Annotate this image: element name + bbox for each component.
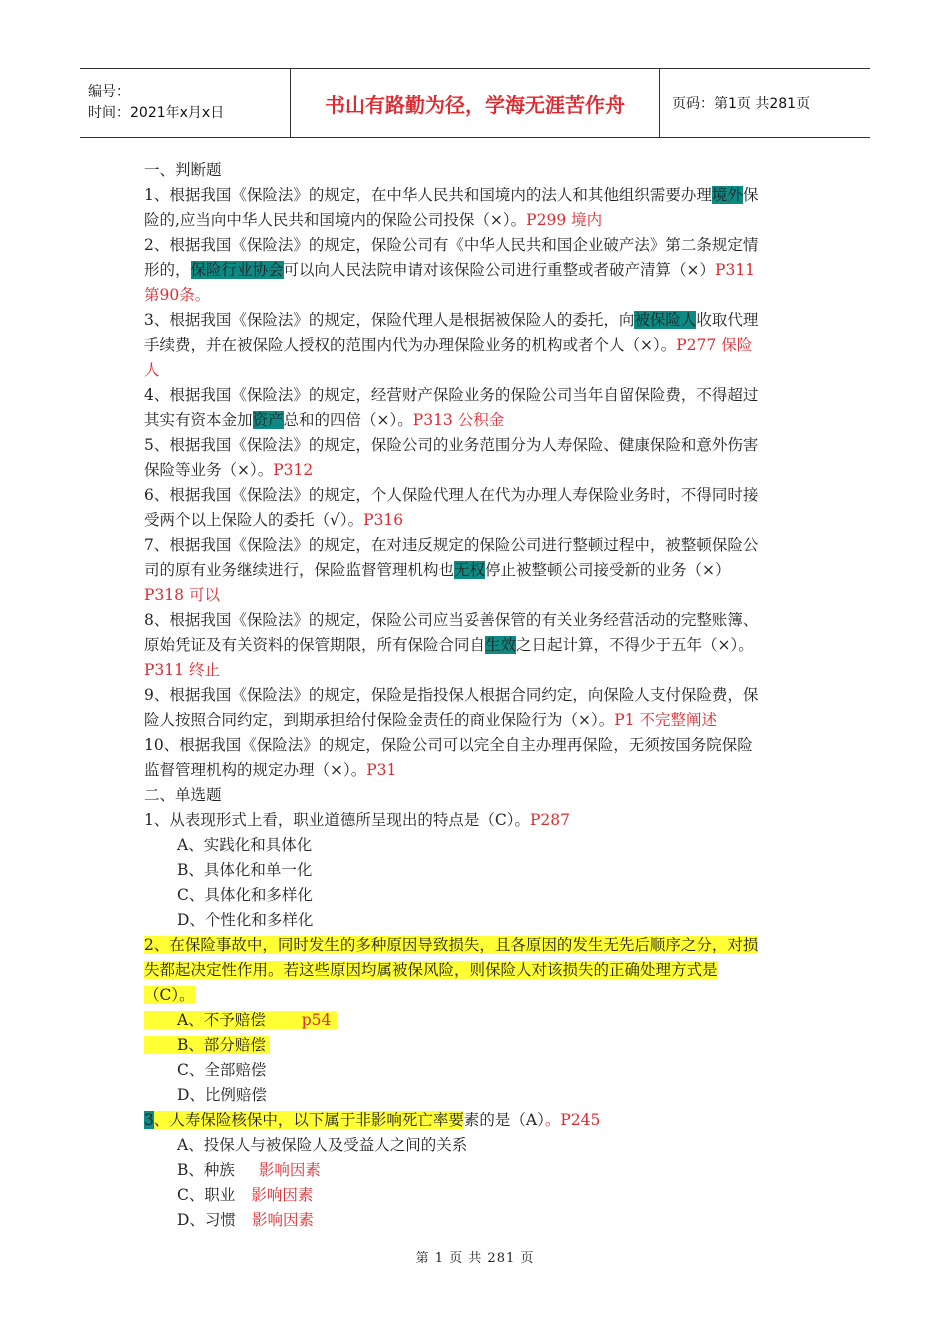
- answer-note: P277 保险: [676, 336, 753, 354]
- question-line: 6、根据我国《保险法》的规定，个人保险代理人在代为办理人寿保险业务时，不得同时接: [144, 486, 759, 504]
- question-line: 8、根据我国《保险法》的规定，保险公司应当妥善保管的有关业务经营活动的完整账簿、: [144, 611, 759, 629]
- highlight: 失都起决定性作用。若这些原因均属被保风险，则保险人对该损失的正确处理方式是: [144, 961, 718, 979]
- answer-note: P316: [363, 511, 404, 529]
- answer-note: P312: [273, 461, 314, 479]
- answer-note: P313 公积金: [412, 411, 505, 429]
- highlight: 3: [144, 1111, 154, 1129]
- highlight: 生效: [485, 636, 517, 654]
- question-line: [144, 933, 824, 958]
- answer-note: 影响因素: [258, 1161, 321, 1179]
- option-d: D、个性化和多样化: [177, 911, 314, 929]
- question-line: 3、根据我国《保险法》的规定，保险代理人是根据被保险人的委托，向被保险人收取代理: [144, 311, 759, 329]
- option-d: D、比例赔偿: [177, 1086, 267, 1104]
- answer-note: P311: [715, 261, 756, 279]
- answer-note: 人: [144, 361, 160, 379]
- option-a: A、实践化和具体化: [177, 836, 313, 854]
- answer-note: P311 终止: [144, 661, 220, 679]
- answer-note: P318 可以: [144, 586, 220, 604]
- highlight: 境外: [711, 186, 743, 204]
- option-b: B、具体化和单一化: [177, 861, 313, 879]
- question-line: 手续费，并在被保险人授权的范围内代为办理保险业务的机构或者个人（×）。P277 保险: [144, 336, 753, 354]
- highlight: 、人寿保险核保中，以下属于非影响死亡率要: [153, 1111, 464, 1129]
- document-number: 编号：: [88, 84, 130, 100]
- highlight: 2、在保险事故中，同时发生的多种原因导致损失，且各原因的发生无先后顺序之分，对损: [144, 936, 759, 954]
- option-c: C、具体化和多样化: [177, 886, 313, 904]
- question-line: [144, 958, 824, 983]
- option-a: [144, 1008, 824, 1033]
- answer-note: 。P245: [544, 1111, 601, 1129]
- highlight: 无权: [454, 561, 486, 579]
- question-line: 形的，保险行业协会可以向人民法院申请对该保险公司进行重整或者破产清算（×）P311: [144, 261, 756, 279]
- option-c: C、全部赔偿: [177, 1061, 267, 1079]
- document-date: 时间：2021年x月x日: [88, 105, 225, 121]
- header-meta: [80, 69, 290, 137]
- question-line: 险的,应当向中华人民共和国境内的保险公司投保（×）。P299 境内: [144, 211, 603, 229]
- question-line: 保险等业务（×）。P312: [144, 461, 314, 479]
- question-line: 监督管理机构的规定办理（×）。P31: [144, 761, 397, 779]
- answer-note: P287: [529, 811, 570, 829]
- option-c: C、职业 影响因素: [177, 1186, 314, 1204]
- highlight: 保险行业协会: [190, 261, 284, 279]
- page-header: [80, 68, 870, 138]
- question-line: 1、从表现形式上看，职业道德所呈现出的特点是（C）。P287: [144, 811, 570, 829]
- highlight: 资产: [252, 411, 284, 429]
- question-line: 受两个以上保险人的委托（√）。P316: [144, 511, 404, 529]
- header-page-number: 页码：第1页 共281页: [672, 96, 811, 112]
- answer-note: P31: [366, 761, 397, 779]
- highlight: B、部分赔偿: [144, 1036, 270, 1054]
- question-line: 险人按照合同约定，到期承担给付保险金责任的商业保险行为（×）。P1 不完整阐述: [144, 711, 717, 729]
- page-footer: 第 1 页 共 281 页: [415, 1251, 535, 1266]
- option-d: D、习惯 影响因素: [177, 1211, 314, 1229]
- answer-note: 第90条。: [144, 286, 211, 304]
- answer-note: 影响因素: [251, 1211, 314, 1229]
- answer-note: p54: [301, 1011, 332, 1029]
- answer-note: P299 境内: [526, 211, 603, 229]
- header-motto: 书山有路勤为径，学海无涯苦作舟: [290, 69, 660, 137]
- question-line: 3、人寿保险核保中，以下属于非影响死亡率要素的是（A）。P245: [144, 1111, 601, 1129]
- document-body: [144, 158, 824, 1233]
- question-line: 1、根据我国《保险法》的规定，在中华人民共和国境内的法人和其他组织需要办理境外保: [144, 186, 759, 204]
- question-line: [144, 983, 824, 1008]
- section-title-judgement: 一、判断题: [144, 161, 222, 179]
- highlight: A、不予赔偿 p54: [144, 1011, 337, 1029]
- question-line: 5、根据我国《保险法》的规定，保险公司的业务范围分为人寿保险、健康保险和意外伤害: [144, 436, 759, 454]
- option-a: A、投保人与被保险人及受益人之间的关系: [177, 1136, 468, 1154]
- question-line: 2、根据我国《保险法》的规定，保险公司有《中华人民共和国企业破产法》第二条规定情: [144, 236, 759, 254]
- question-line: 9、根据我国《保险法》的规定，保险是指投保人根据合同约定，向保险人支付保险费，保: [144, 686, 759, 704]
- section-title-single-choice: 二、单选题: [144, 786, 222, 804]
- question-line: 其实有资本金加资产总和的四倍（×）。P313 公积金: [144, 411, 505, 429]
- highlight: （C）。: [144, 986, 195, 1004]
- option-b: B、种族 影响因素: [177, 1161, 321, 1179]
- option-b: [144, 1033, 824, 1058]
- question-line: 4、根据我国《保险法》的规定，经营财产保险业务的保险公司当年自留保险费，不得超过: [144, 386, 759, 404]
- question-line: 司的原有业务继续进行，保险监督管理机构也无权停止被整顿公司接受新的业务（×）: [144, 561, 731, 579]
- highlight: 被保险人: [634, 311, 697, 329]
- answer-note: P1 不完整阐述: [614, 711, 717, 729]
- question-line: 原始凭证及有关资料的保管期限，所有保险合同自生效之日起计算，不得少于五年（×）。: [144, 636, 754, 654]
- question-line: 7、根据我国《保险法》的规定，在对违反规定的保险公司进行整顿过程中，被整顿保险公: [144, 536, 759, 554]
- question-line: 10、根据我国《保险法》的规定，保险公司可以完全自主办理再保险，无须按国务院保险: [144, 736, 753, 754]
- answer-note: 影响因素: [251, 1186, 314, 1204]
